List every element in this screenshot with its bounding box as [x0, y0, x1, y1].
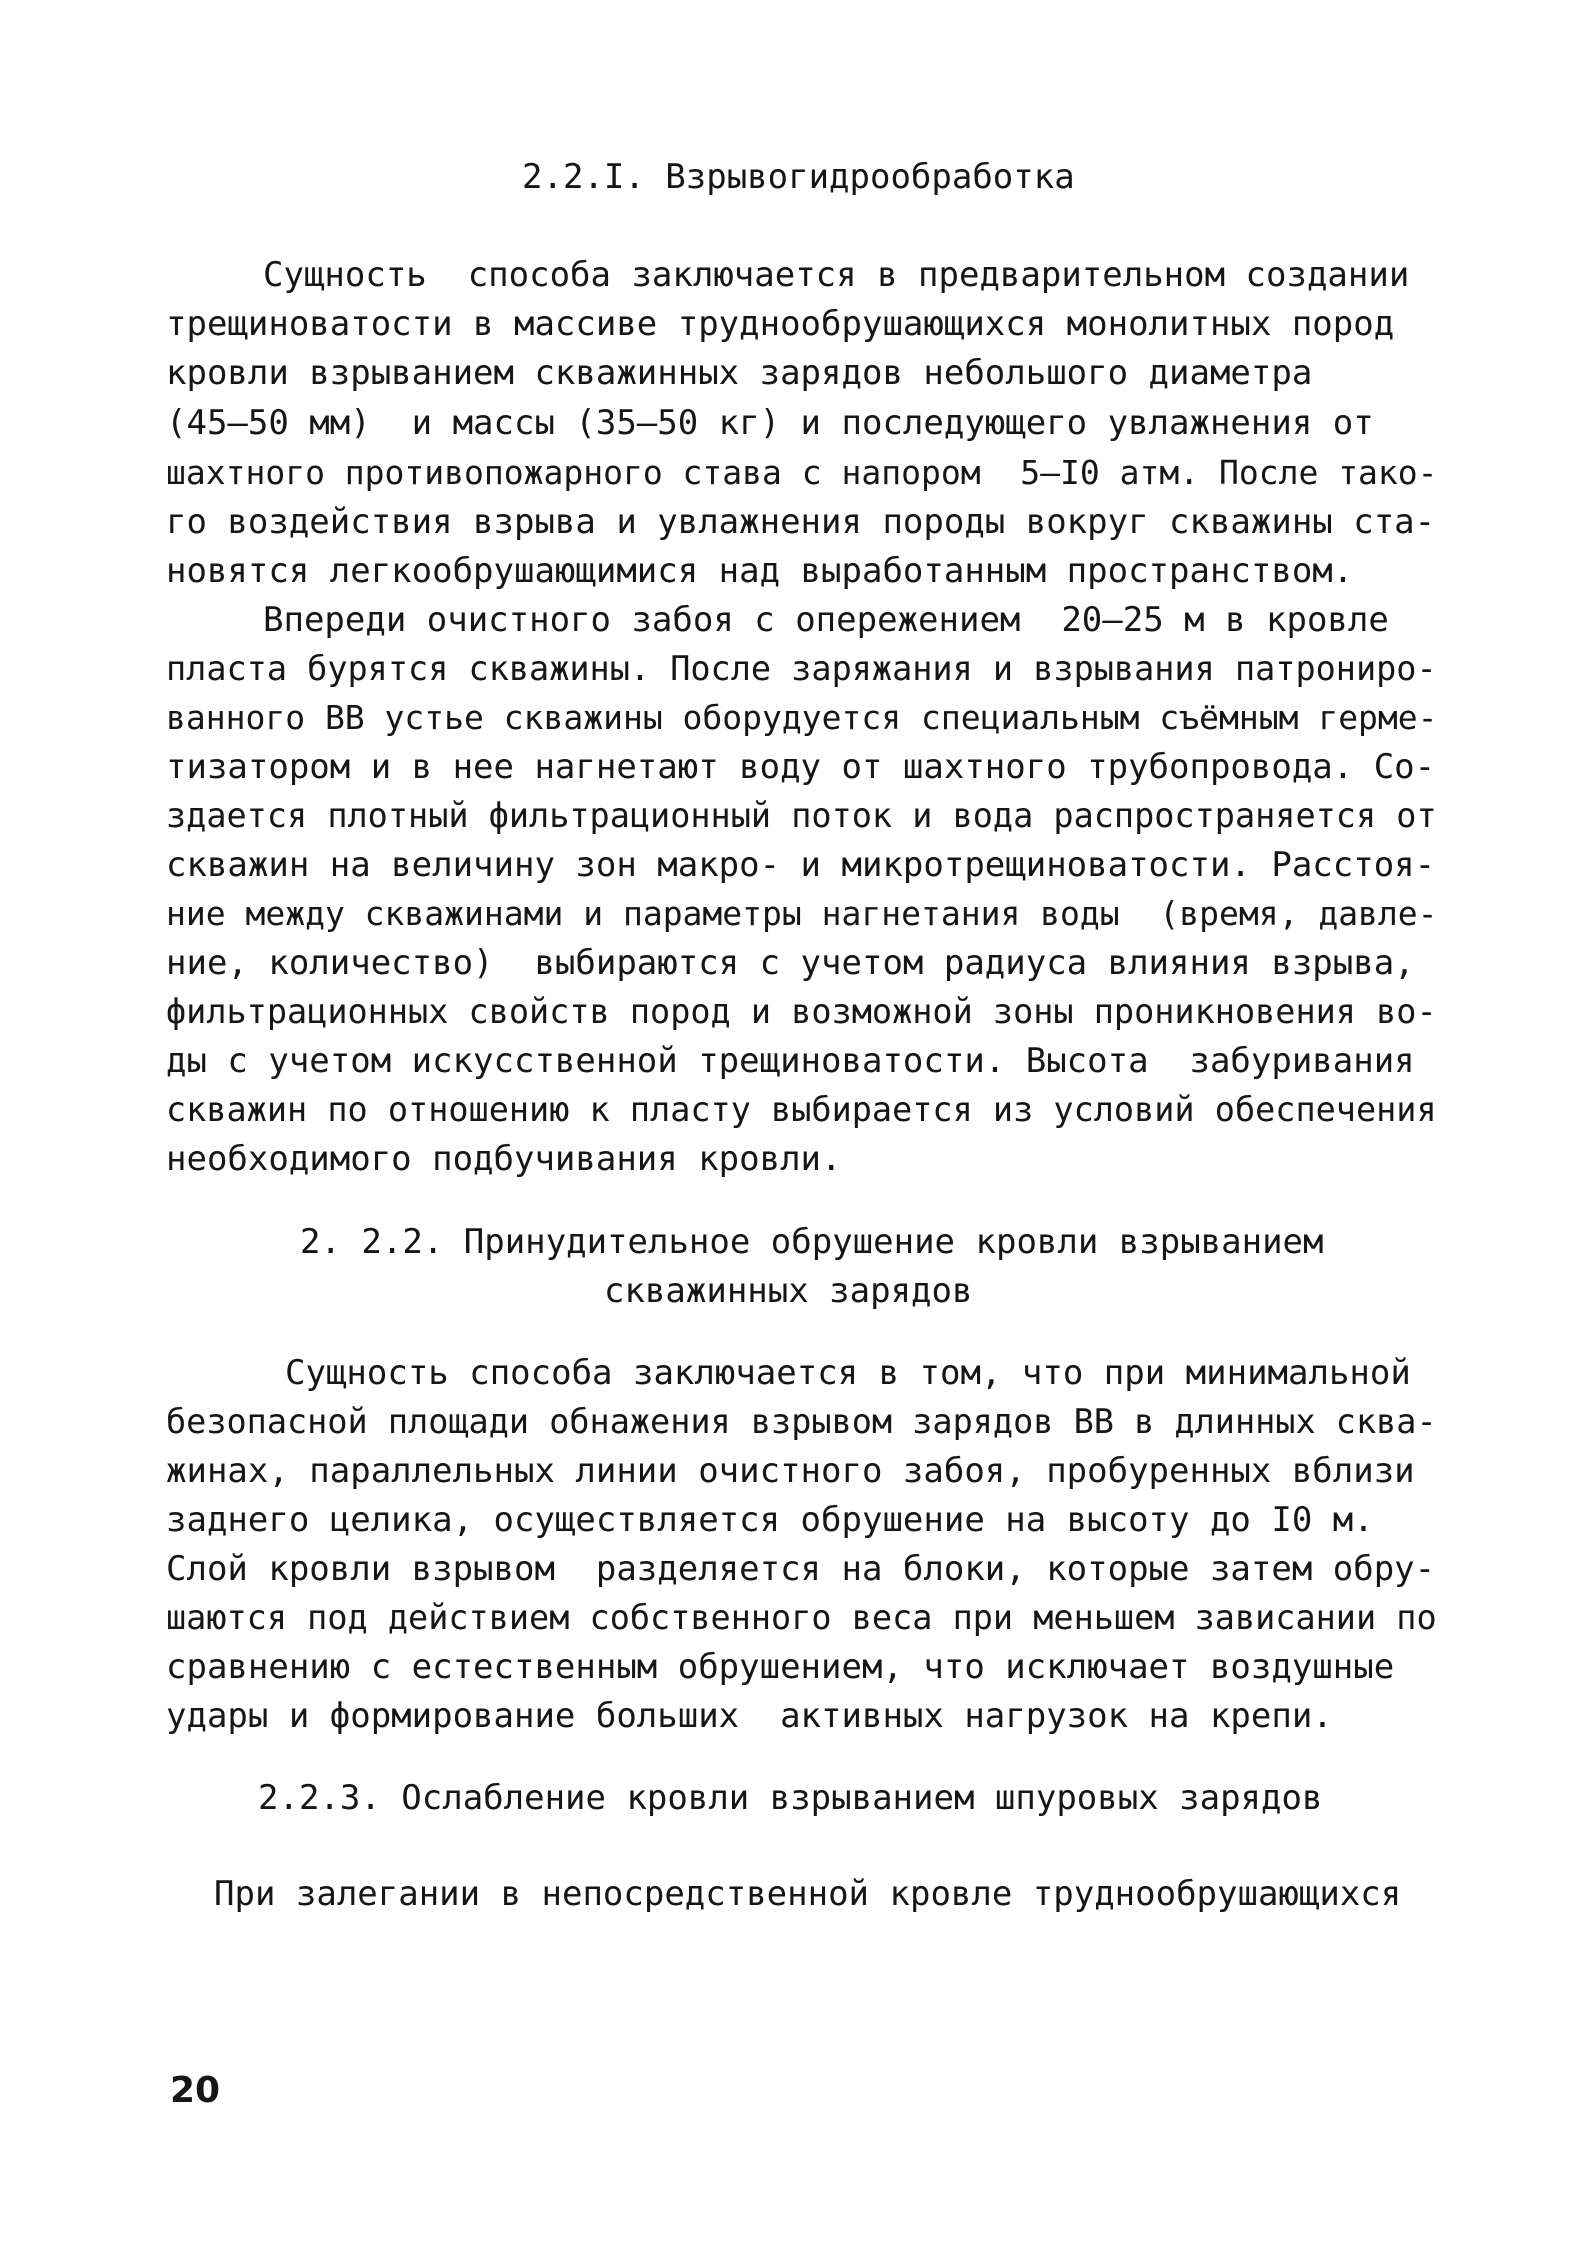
paragraph-line: скважин по отношению к пласту выбирается из условий обеспечения: [166, 1090, 1437, 1129]
paragraph-line: Сущность способа заключается в предварительном создании: [263, 255, 1410, 295]
paragraph-line: жинах, параллельных линии очистного забоя, пробуренных вблизи: [166, 1451, 1415, 1491]
paragraph-line: пласта бурятся скважины. После заряжания и взрывания патрониро-: [166, 649, 1437, 688]
paragraph-line: необходимого подбучивания кровли.: [166, 1139, 842, 1179]
paragraph-line: ние, количество) выбираются с учетом радиуса влияния взрыва,: [166, 943, 1415, 983]
paragraph-line: ние между скважинами и параметры нагнетания воды (время, давле-: [166, 894, 1438, 933]
paragraph-line: ванного ВВ устье скважины оборудуется специальным съёмным герме-: [166, 698, 1438, 737]
paragraph-line: Сущность способа заключается в том, что при минимальной: [285, 1353, 1411, 1393]
paragraph-line: безопасной площади обнажения взрывом зарядов ВВ в длинных сква-: [166, 1402, 1437, 1441]
paragraph-line: здается плотный фильтрационный поток и вода распространяется от: [166, 796, 1437, 835]
paragraph-line: тизатором и в нее нагнетают воду от шахтного трубопровода. Со-: [166, 747, 1436, 787]
paragraph-line: удары и формирование больших активных нагрузок на крепи.: [166, 1696, 1333, 1736]
section-heading: 2. 2.2. Принудительное обрушение кровли взрыванием: [300, 1222, 1324, 1262]
paragraph-line: сравнению с естественным обрушением, что исключает воздушные: [166, 1647, 1395, 1687]
paragraph-line: кровли взрыванием скважинных зарядов небольшого диаметра: [166, 353, 1313, 393]
paragraph-line: новятся легкообрушающимися над выработанным пространством.: [166, 551, 1354, 591]
paragraph-line: фильтрационных свойств пород и возможной зоны проникновения во-: [166, 992, 1437, 1031]
paragraph-line: скважин на величину зон макро- и микротрещиноватости. Расстоя-: [166, 845, 1436, 885]
paragraph-line: Слой кровли взрывом разделяется на блоки, которые затем обру-: [166, 1549, 1436, 1589]
section-heading: 2.2.3. Ослабление кровли взрыванием шпуровых зарядов: [258, 1778, 1323, 1818]
page-number: 20: [170, 2070, 221, 2111]
section-heading-continuation: скважинных зарядов: [604, 1271, 973, 1311]
paragraph-line: го воздействия взрыва и увлажнения породы вокруг скважины ста-: [166, 502, 1436, 542]
paragraph-line: шаются под действием собственного веса при меньшем зависании по: [166, 1598, 1437, 1637]
paragraph-line: При залегании в непосредственной кровле труднообрушающихся: [214, 1874, 1402, 1914]
paragraph-line: Впереди очистного забоя с опережением 20–25 м в кровле: [263, 600, 1389, 640]
paragraph-line: (45–50 мм) и массы (35–50 кг) и последующего увлажнения от: [166, 403, 1374, 443]
section-heading: 2.2.I. Взрывогидрообработка: [522, 157, 1075, 197]
paragraph-line: шахтного противопожарного става с напором 5–I0 атм. После тако-: [166, 453, 1438, 492]
paragraph-line: ды с учетом искусственной трещиноватости. Высота забуривания: [166, 1041, 1415, 1081]
paragraph-line: трещиноватости в массиве труднообрушающихся монолитных пород: [166, 304, 1395, 344]
paragraph-line: заднего целика, осуществляется обрушение на высоту до I0 м.: [166, 1500, 1374, 1540]
